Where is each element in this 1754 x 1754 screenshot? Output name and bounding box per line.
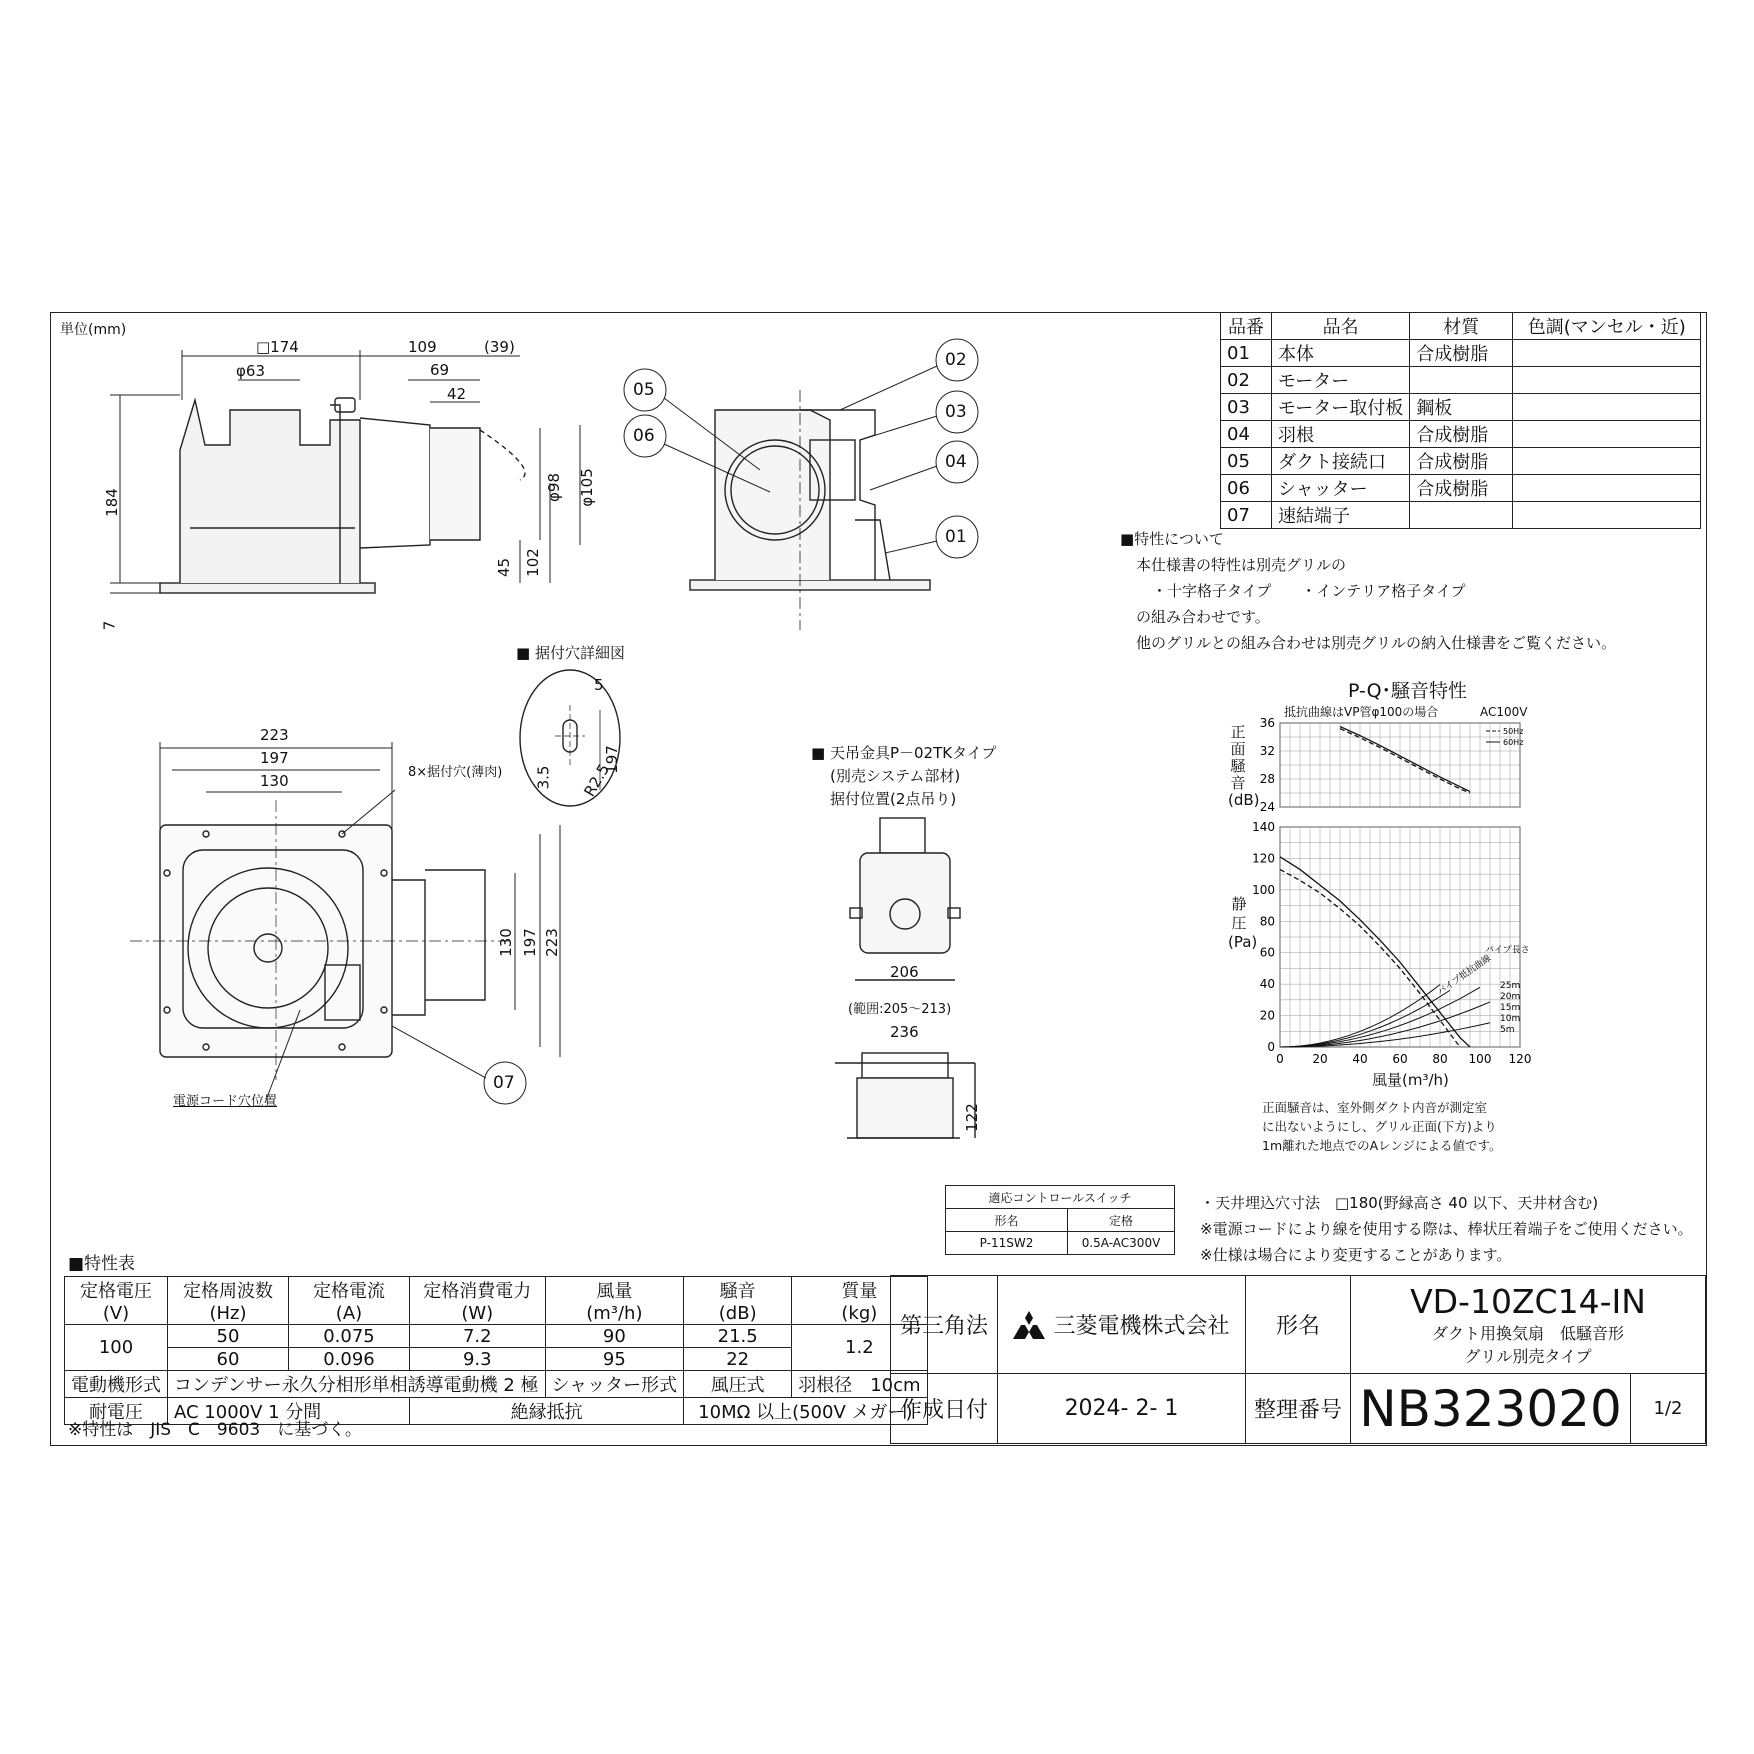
noise-note-line: 1m離れた地点でのAレンジによる値です。 (1262, 1138, 1502, 1153)
section-view (690, 390, 930, 630)
part-material (1410, 502, 1513, 529)
table-row (1221, 475, 1701, 502)
resistance-label: 5m (1500, 1025, 1515, 1036)
model-cell (1351, 1276, 1706, 1374)
part-no: 05 (1221, 448, 1272, 475)
control-model: P-11SW2 (946, 1232, 1068, 1255)
callout-02: 02 (945, 350, 967, 370)
part-name: 速結端子 (1272, 502, 1410, 529)
part-material: 合成樹脂 (1410, 448, 1513, 475)
noise-series-line (1340, 729, 1470, 793)
char-note-title: ■特性について (1120, 530, 1224, 548)
legend-label: 50Hz (1503, 727, 1524, 736)
char-note-line: 本仕様書の特性は別売グリルの (1136, 556, 1347, 574)
pq-chart (1250, 815, 1540, 1070)
char-note-line: ・十字格子タイプ ・インテリア格子タイプ (1152, 582, 1466, 600)
spec-cell: 90 (545, 1325, 684, 1348)
shutter-value: 風圧式 (684, 1371, 792, 1398)
table-row (1221, 367, 1701, 394)
plan-view (130, 800, 510, 1080)
control-rating: 0.5A-AC300V (1068, 1232, 1175, 1255)
model-label: 形名 (1246, 1276, 1351, 1374)
withstand-label: 耐電圧 (65, 1398, 168, 1425)
callout-06: 06 (633, 426, 655, 446)
dim-109: 109 (408, 338, 437, 356)
mount-holes-label: 8×据付穴(薄肉) (408, 765, 503, 780)
dim-236: 236 (890, 1023, 919, 1041)
pq-ytick-label: 100 (1252, 882, 1275, 897)
spec-table (64, 1276, 928, 1425)
table-row (1221, 502, 1701, 529)
resistance-curve (1280, 1002, 1490, 1047)
dim-130: 130 (260, 772, 289, 790)
part-no: 06 (1221, 475, 1272, 502)
dim-130-v: 130 (496, 928, 515, 957)
dim-39: (39) (484, 338, 515, 356)
noise-note (1262, 1098, 1502, 1155)
part-no: 02 (1221, 367, 1272, 394)
spec-cell: 9.3 (409, 1348, 545, 1371)
motor-value: コンデンサー永久分相形単相誘導電動機 2 極 (168, 1371, 546, 1398)
parts-header-name: 品名 (1272, 313, 1410, 340)
control-header-rating: 定格 (1068, 1209, 1175, 1232)
legend-label: 60Hz (1503, 738, 1524, 747)
pq-ytick-label: 80 (1259, 914, 1275, 929)
company-name: 三菱電機株式会社 (1053, 1314, 1230, 1339)
pressure-axis-label: 静圧(Pa) (1228, 895, 1258, 951)
pq-ytick-label: 140 (1252, 820, 1275, 834)
dim-phi63: φ63 (236, 362, 265, 380)
part-name: 本体 (1272, 340, 1410, 367)
dim-223-v: 223 (542, 928, 561, 957)
part-color (1513, 367, 1701, 394)
unit-label: 単位(mm) (60, 322, 127, 338)
spec-cell: 95 (545, 1348, 684, 1371)
spec-mass: 1.2 (792, 1325, 927, 1371)
control-switch-table (945, 1185, 1175, 1255)
callout-01: 01 (945, 527, 967, 547)
mount-detail-title: ■ 据付穴詳細図 (516, 644, 625, 662)
chart-title: P-Q･騒音特性 (1348, 680, 1468, 702)
resistance-label: 20m (1500, 992, 1521, 1003)
part-color (1513, 448, 1701, 475)
part-name: モーター (1272, 367, 1410, 394)
spec-cell: 21.5 (684, 1325, 792, 1348)
hanger-range: (範囲:205～213) (848, 1002, 952, 1017)
dim-phi98: φ98 (544, 473, 563, 502)
pq-ytick-label: 0 (1267, 1040, 1275, 1054)
table-row (65, 1371, 928, 1398)
date-label: 作成日付 (891, 1374, 998, 1444)
pq-ytick-label: 40 (1259, 977, 1275, 992)
control-header-model: 形名 (946, 1209, 1068, 1232)
chart-voltage: AC100V (1480, 705, 1528, 719)
dim-184: 184 (102, 488, 121, 517)
part-no: 03 (1221, 394, 1272, 421)
spec-cell: 50 (168, 1325, 289, 1348)
pq-ytick-label: 20 (1259, 1008, 1275, 1023)
resistance-label: 10m (1500, 1014, 1521, 1025)
chart-subtitle: 抵抗曲線はVP管φ100の場合 (1284, 705, 1439, 719)
part-color (1513, 340, 1701, 367)
withstand-value: AC 1000V 1 分間 (168, 1398, 410, 1425)
spec-cell: 0.075 (288, 1325, 409, 1348)
part-no: 04 (1221, 421, 1272, 448)
table-row (1221, 448, 1701, 475)
part-material: 合成樹脂 (1410, 475, 1513, 502)
spec-voltage: 100 (65, 1325, 168, 1371)
page-number: 1/2 (1631, 1374, 1706, 1444)
pq-ytick-label: 60 (1259, 945, 1275, 960)
dim-102: 102 (523, 548, 542, 577)
side-view (160, 398, 525, 593)
part-no: 07 (1221, 502, 1272, 529)
part-material (1410, 367, 1513, 394)
spec-cell: 22 (684, 1348, 792, 1371)
dim-42: 42 (447, 385, 467, 403)
spec-header: 風量 (m³/h) (545, 1277, 684, 1325)
spec-table-title: ■特性表 (68, 1254, 136, 1274)
insulation-label: 絶縁抵抗 (409, 1398, 683, 1425)
dim-122: 122 (962, 1103, 981, 1132)
noise-tick-label: 28 (1259, 772, 1275, 786)
note-line: ※仕様は場合により変更することがあります。 (1200, 1246, 1512, 1264)
dim-197-detail: 197 (602, 745, 621, 774)
ref-number: NB323020 (1351, 1374, 1631, 1444)
noise-tick-label: 24 (1259, 800, 1275, 814)
pq-xtick-label: 100 (1468, 1052, 1492, 1066)
callout-07: 07 (493, 1073, 515, 1093)
part-color (1513, 394, 1701, 421)
part-material: 合成樹脂 (1410, 421, 1513, 448)
hanger-title: ■ 天吊金具P－02TKタイプ (811, 744, 997, 762)
spec-cell: 7.2 (409, 1325, 545, 1348)
pipe-length-label: パイプ長さ (1485, 945, 1530, 956)
dim-69: 69 (430, 361, 450, 379)
dim-223: 223 (260, 726, 289, 744)
callout-05: 05 (633, 380, 655, 400)
part-color (1513, 475, 1701, 502)
parts-header-material: 材質 (1410, 313, 1513, 340)
spec-header: 質量 (kg) (792, 1277, 927, 1325)
dim-phi105: φ105 (577, 468, 596, 507)
noise-chart (1250, 715, 1540, 815)
projection-label: 第三角法 (891, 1276, 998, 1374)
company-cell (998, 1276, 1246, 1374)
spec-header: 定格電圧 (V) (65, 1277, 168, 1325)
title-block (890, 1275, 1706, 1444)
ref-label: 整理番号 (1246, 1374, 1351, 1444)
parts-header-color: 色調(マンセル・近) (1513, 313, 1701, 340)
hanger-sub1: (別売システム部材) (830, 767, 961, 785)
spec-header: 定格周波数 (Hz) (168, 1277, 289, 1325)
note-line: ・天井埋込穴寸法 □180(野縁高さ 40 以下、天井材含む) (1200, 1194, 1599, 1212)
table-row (65, 1325, 928, 1348)
char-note-line: の組み合わせです。 (1136, 608, 1270, 626)
pq-xtick-label: 40 (1352, 1052, 1368, 1066)
pq-ytick-label: 120 (1252, 851, 1275, 866)
part-no: 01 (1221, 340, 1272, 367)
spec-cell: 60 (168, 1348, 289, 1371)
noise-note-line: 正面騒音は、室外側ダクト内音が測定室 (1262, 1100, 1488, 1115)
model-number: VD-10ZC14-IN (1410, 1282, 1646, 1321)
insulation-value: 10MΩ 以上(500V メガー) (684, 1398, 927, 1425)
resistance-label: 15m (1500, 1003, 1521, 1014)
pq-xtick-label: 80 (1432, 1052, 1448, 1066)
spec-header: 定格電流 (A) (288, 1277, 409, 1325)
dim-5: 5 (594, 676, 604, 694)
flow-axis-label: 風量(m³/h) (1372, 1071, 1449, 1089)
pq-xtick-label: 60 (1392, 1052, 1408, 1066)
model-desc2: グリル別売タイプ (1464, 1347, 1592, 1366)
date-value: 2024- 2- 1 (998, 1374, 1246, 1444)
char-note-line: 他のグリルとの組み合わせは別売グリルの納入仕様書をご覧ください。 (1136, 634, 1617, 652)
dim-197-v: 197 (520, 928, 539, 957)
dim-45: 45 (495, 557, 514, 578)
dim-197: 197 (260, 749, 289, 767)
pq-xtick-label: 20 (1312, 1052, 1328, 1066)
parts-header-no: 品番 (1221, 313, 1272, 340)
table-row (1221, 394, 1701, 421)
model-desc1: ダクト用換気扇 低騒音形 (1431, 1324, 1624, 1343)
callout-03: 03 (945, 402, 967, 422)
spec-header: 騒音 (dB) (684, 1277, 792, 1325)
part-name: モーター取付板 (1272, 394, 1410, 421)
part-color (1513, 421, 1701, 448)
dim-206: 206 (890, 963, 919, 981)
part-material: 鋼板 (1410, 394, 1513, 421)
dim-3-5: 3.5 (534, 765, 553, 790)
resistance-label: 25m (1500, 981, 1521, 992)
noise-tick-label: 36 (1259, 716, 1275, 730)
table-row (1221, 421, 1701, 448)
noise-axis-label: 正面騒音(dB) (1228, 723, 1260, 809)
dim-7: 7 (100, 620, 119, 631)
spec-cell: 0.096 (288, 1348, 409, 1371)
part-color (1513, 502, 1701, 529)
noise-note-line: に出ないようにし、グリル正面(下方)より (1262, 1119, 1497, 1134)
noise-tick-label: 32 (1259, 744, 1275, 758)
part-name: シャッター (1272, 475, 1410, 502)
dim-r2-5: R2.5 (580, 760, 614, 800)
part-name: 羽根 (1272, 421, 1410, 448)
dim-174: □174 (256, 338, 299, 356)
pq-xtick-label: 0 (1276, 1052, 1284, 1066)
callout-04: 04 (945, 452, 967, 472)
motor-label: 電動機形式 (65, 1371, 168, 1398)
shutter-label: シャッター形式 (545, 1371, 684, 1398)
mitsubishi-logo-icon (1013, 1311, 1045, 1339)
cord-hole-label: 電源コード穴位置 (173, 1094, 278, 1109)
spec-footnote: ※特性は JIS C 9603 に基づく。 (68, 1420, 362, 1440)
blade-cell: 羽根径 10cm (792, 1371, 927, 1398)
parts-table (1220, 312, 1701, 529)
note-line: ※電源コードにより線を使用する際は、棒状圧着端子をご使用ください。 (1200, 1220, 1693, 1238)
part-material: 合成樹脂 (1410, 340, 1513, 367)
pq-xtick-label: 120 (1508, 1052, 1532, 1066)
spec-header: 定格消費電力 (W) (409, 1277, 545, 1325)
resistance-curve-label: パイプ抵抗曲線 (1435, 953, 1494, 998)
part-name: ダクト接続口 (1272, 448, 1410, 475)
noise-series-line (1340, 727, 1470, 792)
control-switch-title: 適応コントロールスイッチ (946, 1186, 1175, 1209)
table-row (1221, 340, 1701, 367)
hanger-sub2: 据付位置(2点吊り) (830, 790, 957, 808)
